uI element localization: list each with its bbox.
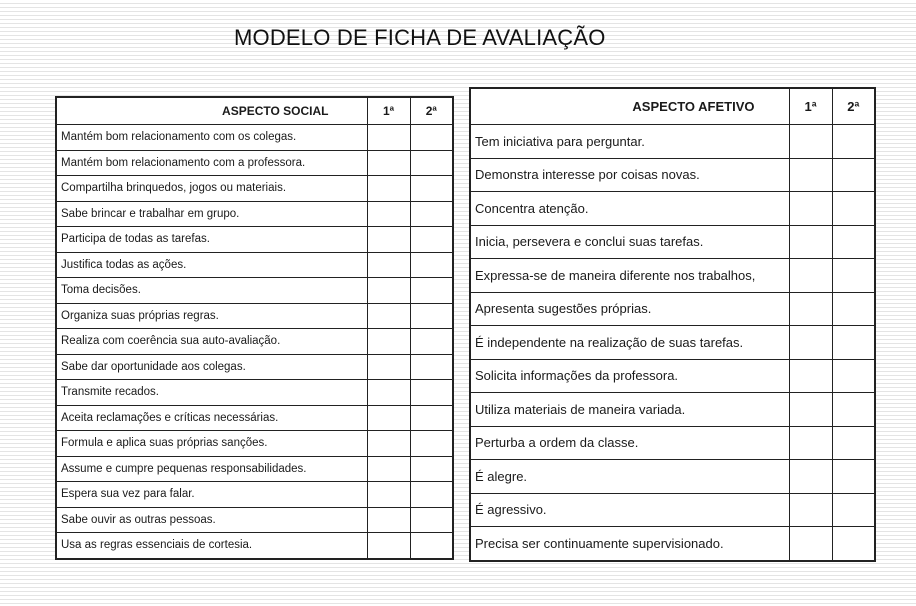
second-period-box[interactable] bbox=[832, 259, 875, 293]
first-period-box[interactable] bbox=[367, 201, 410, 227]
criterion-label: Inicia, persevera e conclui suas tarefas. bbox=[470, 225, 789, 259]
second-period-box[interactable] bbox=[410, 329, 453, 355]
first-period-box[interactable] bbox=[367, 227, 410, 253]
first-period-box[interactable] bbox=[367, 405, 410, 431]
first-period-box[interactable] bbox=[367, 303, 410, 329]
criterion-label: Solicita informações da professora. bbox=[470, 359, 789, 393]
table-row bbox=[470, 326, 875, 360]
column-1a: 1ª bbox=[789, 88, 832, 125]
criterion-label: Formula e aplica suas próprias sanções. bbox=[56, 431, 367, 457]
criterion-label: Assume e cumpre pequenas responsabilidades. bbox=[56, 456, 367, 482]
second-period-box[interactable] bbox=[410, 125, 453, 151]
criterion-label: Expressa-se de maneira diferente nos trabalhos, bbox=[470, 259, 789, 293]
second-period-box[interactable] bbox=[832, 292, 875, 326]
table-row bbox=[470, 359, 875, 393]
criterion-label: Espera sua vez para falar. bbox=[56, 482, 367, 508]
second-period-box[interactable] bbox=[410, 380, 453, 406]
first-period-box[interactable] bbox=[789, 326, 832, 360]
first-period-box[interactable] bbox=[789, 158, 832, 192]
table-row bbox=[56, 278, 453, 304]
first-period-box[interactable] bbox=[789, 125, 832, 159]
second-period-box[interactable] bbox=[832, 527, 875, 561]
criterion-label: Toma decisões. bbox=[56, 278, 367, 304]
column-2a: 2ª bbox=[832, 88, 875, 125]
table-row bbox=[470, 426, 875, 460]
criterion-label: Apresenta sugestões próprias. bbox=[470, 292, 789, 326]
social-aspect-table bbox=[55, 96, 454, 560]
second-period-box[interactable] bbox=[410, 227, 453, 253]
first-period-box[interactable] bbox=[367, 354, 410, 380]
social-heading: ASPECTO SOCIAL bbox=[56, 97, 367, 125]
first-period-box[interactable] bbox=[367, 482, 410, 508]
column-2a: 2ª bbox=[410, 97, 453, 125]
second-period-box[interactable] bbox=[832, 426, 875, 460]
first-period-box[interactable] bbox=[367, 431, 410, 457]
first-period-box[interactable] bbox=[367, 380, 410, 406]
affective-heading: ASPECTO AFETIVO bbox=[470, 88, 789, 125]
criterion-label: Mantém bom relacionamento com a professora. bbox=[56, 150, 367, 176]
table-row bbox=[470, 493, 875, 527]
social-rows bbox=[56, 125, 453, 559]
second-period-box[interactable] bbox=[832, 460, 875, 494]
second-period-box[interactable] bbox=[410, 278, 453, 304]
criterion-label: Transmite recados. bbox=[56, 380, 367, 406]
criterion-label: Demonstra interesse por coisas novas. bbox=[470, 158, 789, 192]
second-period-box[interactable] bbox=[410, 176, 453, 202]
criterion-label: Tem iniciativa para perguntar. bbox=[470, 125, 789, 159]
table-row bbox=[470, 292, 875, 326]
second-period-box[interactable] bbox=[832, 225, 875, 259]
criterion-label: Usa as regras essenciais de cortesia. bbox=[56, 533, 367, 559]
first-period-box[interactable] bbox=[789, 426, 832, 460]
page-title: MODELO DE FICHA DE AVALIAÇÃO bbox=[234, 25, 606, 50]
criterion-label: Concentra atenção. bbox=[470, 192, 789, 226]
first-period-box[interactable] bbox=[367, 252, 410, 278]
table-row bbox=[470, 393, 875, 427]
criterion-label: É agressivo. bbox=[470, 493, 789, 527]
criterion-label: Sabe ouvir as outras pessoas. bbox=[56, 507, 367, 533]
first-period-box[interactable] bbox=[367, 507, 410, 533]
criterion-label: Sabe dar oportunidade aos colegas. bbox=[56, 354, 367, 380]
second-period-box[interactable] bbox=[410, 405, 453, 431]
first-period-box[interactable] bbox=[789, 527, 832, 561]
table-row bbox=[470, 225, 875, 259]
table-row bbox=[56, 456, 453, 482]
second-period-box[interactable] bbox=[832, 158, 875, 192]
second-period-box[interactable] bbox=[832, 192, 875, 226]
table-row bbox=[56, 150, 453, 176]
table-row bbox=[56, 482, 453, 508]
first-period-box[interactable] bbox=[367, 329, 410, 355]
table-header-row bbox=[470, 88, 875, 125]
table-row bbox=[56, 533, 453, 559]
second-period-box[interactable] bbox=[410, 354, 453, 380]
criterion-label: Precisa ser continuamente supervisionado. bbox=[470, 527, 789, 561]
first-period-box[interactable] bbox=[789, 225, 832, 259]
first-period-box[interactable] bbox=[367, 278, 410, 304]
second-period-box[interactable] bbox=[832, 359, 875, 393]
second-period-box[interactable] bbox=[410, 507, 453, 533]
table-row bbox=[470, 158, 875, 192]
criterion-label: Mantém bom relacionamento com os colegas. bbox=[56, 125, 367, 151]
criterion-label: Perturba a ordem da classe. bbox=[470, 426, 789, 460]
first-period-box[interactable] bbox=[367, 456, 410, 482]
table-row bbox=[56, 201, 453, 227]
first-period-box[interactable] bbox=[789, 460, 832, 494]
second-period-box[interactable] bbox=[410, 150, 453, 176]
second-period-box[interactable] bbox=[832, 493, 875, 527]
criterion-label: Aceita reclamações e críticas necessárias. bbox=[56, 405, 367, 431]
first-period-box[interactable] bbox=[789, 292, 832, 326]
table-row bbox=[470, 192, 875, 226]
criterion-label: Organiza suas próprias regras. bbox=[56, 303, 367, 329]
second-period-box[interactable] bbox=[410, 201, 453, 227]
first-period-box[interactable] bbox=[789, 393, 832, 427]
second-period-box[interactable] bbox=[410, 456, 453, 482]
table-row bbox=[56, 507, 453, 533]
criterion-label: Participa de todas as tarefas. bbox=[56, 227, 367, 253]
second-period-box[interactable] bbox=[832, 393, 875, 427]
criterion-label: É independente na realização de suas tarefas. bbox=[470, 326, 789, 360]
table-header-row bbox=[56, 97, 453, 125]
second-period-box[interactable] bbox=[410, 533, 453, 559]
table-row bbox=[56, 227, 453, 253]
affective-aspect-table bbox=[469, 87, 876, 562]
column-1a: 1ª bbox=[367, 97, 410, 125]
criterion-label: Justifica todas as ações. bbox=[56, 252, 367, 278]
table-row bbox=[56, 252, 453, 278]
first-period-box[interactable] bbox=[367, 125, 410, 151]
table-row bbox=[56, 329, 453, 355]
table-row bbox=[56, 405, 453, 431]
first-period-box[interactable] bbox=[789, 359, 832, 393]
first-period-box[interactable] bbox=[789, 259, 832, 293]
table-row bbox=[470, 460, 875, 494]
second-period-box[interactable] bbox=[410, 431, 453, 457]
criterion-label: Realiza com coerência sua auto-avaliação. bbox=[56, 329, 367, 355]
second-period-box[interactable] bbox=[410, 303, 453, 329]
table-row bbox=[470, 527, 875, 561]
table-row bbox=[56, 176, 453, 202]
second-period-box[interactable] bbox=[832, 326, 875, 360]
first-period-box[interactable] bbox=[367, 150, 410, 176]
second-period-box[interactable] bbox=[832, 125, 875, 159]
table-row bbox=[470, 259, 875, 293]
table-row bbox=[56, 354, 453, 380]
criterion-label: É alegre. bbox=[470, 460, 789, 494]
criterion-label: Compartilha brinquedos, jogos ou materiais. bbox=[56, 176, 367, 202]
table-row bbox=[56, 125, 453, 151]
first-period-box[interactable] bbox=[789, 493, 832, 527]
table-row bbox=[56, 380, 453, 406]
first-period-box[interactable] bbox=[367, 176, 410, 202]
first-period-box[interactable] bbox=[789, 192, 832, 226]
first-period-box[interactable] bbox=[367, 533, 410, 559]
criterion-label: Sabe brincar e trabalhar em grupo. bbox=[56, 201, 367, 227]
table-row bbox=[56, 303, 453, 329]
table-row bbox=[56, 431, 453, 457]
second-period-box[interactable] bbox=[410, 252, 453, 278]
affective-rows bbox=[470, 125, 875, 561]
second-period-box[interactable] bbox=[410, 482, 453, 508]
criterion-label: Utiliza materiais de maneira variada. bbox=[470, 393, 789, 427]
table-row bbox=[470, 125, 875, 159]
